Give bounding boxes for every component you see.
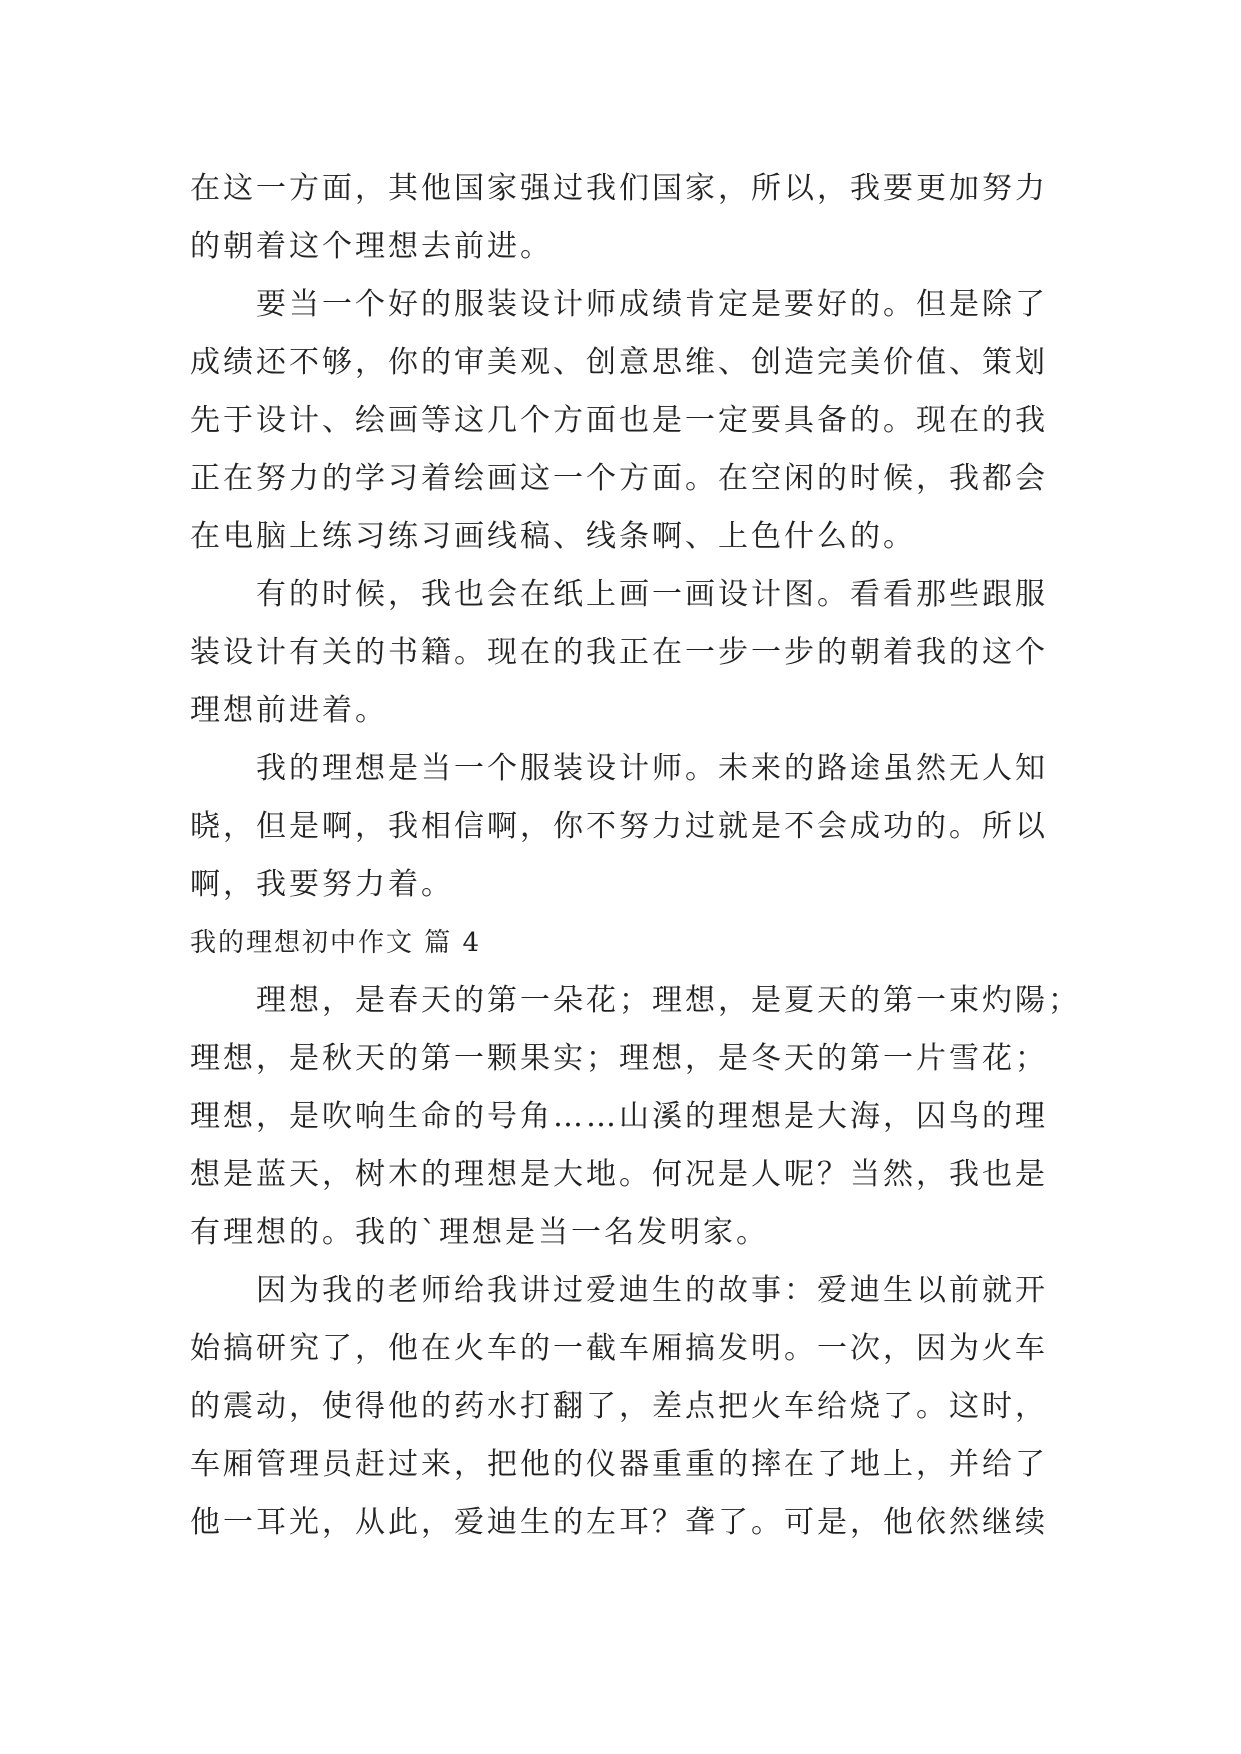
text-line: 理想，是吹响生命的号角……山溪的理想是大海，囚鸟的理 — [190, 1099, 1048, 1134]
text-line: 的震动，使得他的药水打翻了，差点把火车给烧了。这时， — [190, 1389, 1048, 1424]
text-line: 理想，是春天的第一朵花；理想，是夏天的第一束灼陽； — [256, 983, 1081, 1018]
text-line: 理想，是秋天的第一颗果实；理想，是冬天的第一片雪花； — [190, 1041, 1048, 1076]
text-line: 他一耳光，从此，爱迪生的左耳？聋了。可是，他依然继续 — [190, 1505, 1048, 1540]
text-line: 装设计有关的书籍。现在的我正在一步一步的朝着我的这个 — [190, 635, 1048, 670]
text-line: 因为我的老师给我讲过爱迪生的故事：爱迪生以前就开 — [256, 1273, 1048, 1308]
text-line: 理想前进着。 — [190, 693, 388, 728]
text-line: 先于设计、绘画等这几个方面也是一定要具备的。现在的我 — [190, 403, 1048, 438]
text-line: 车厢管理员赶过来，把他的仪器重重的摔在了地上，并给了 — [190, 1447, 1048, 1482]
text-line: 有的时候，我也会在纸上画一画设计图。看看那些跟服 — [256, 577, 1048, 612]
text-line: 啊，我要努力着。 — [190, 867, 454, 902]
text-line: 有理想的。我的`理想是当一名发明家。 — [190, 1215, 769, 1250]
section-heading: 我的理想初中作文 篇 4 — [190, 928, 482, 958]
text-line: 在电脑上练习练习画线稿、线条啊、上色什么的。 — [190, 519, 916, 554]
text-line: 正在努力的学习着绘画这一个方面。在空闲的时候，我都会 — [190, 461, 1048, 496]
text-line: 的朝着这个理想去前进。 — [190, 229, 553, 264]
document-body — [190, 160, 1081, 1552]
text-line: 成绩还不够，你的审美观、创意思维、创造完美价值、策划 — [190, 345, 1048, 380]
text-line: 在这一方面，其他国家强过我们国家，所以，我要更加努力 — [190, 171, 1048, 206]
text-line: 要当一个好的服装设计师成绩肯定是要好的。但是除了 — [256, 287, 1048, 322]
text-line: 始搞研究了，他在火车的一截车厢搞发明。一次，因为火车 — [190, 1331, 1048, 1366]
text-line: 我的理想是当一个服装设计师。未来的路途虽然无人知 — [256, 751, 1048, 786]
text-line: 想是蓝天，树木的理想是大地。何况是人呢？当然，我也是 — [190, 1157, 1048, 1192]
text-line: 晓，但是啊，我相信啊，你不努力过就是不会成功的。所以 — [190, 809, 1048, 844]
